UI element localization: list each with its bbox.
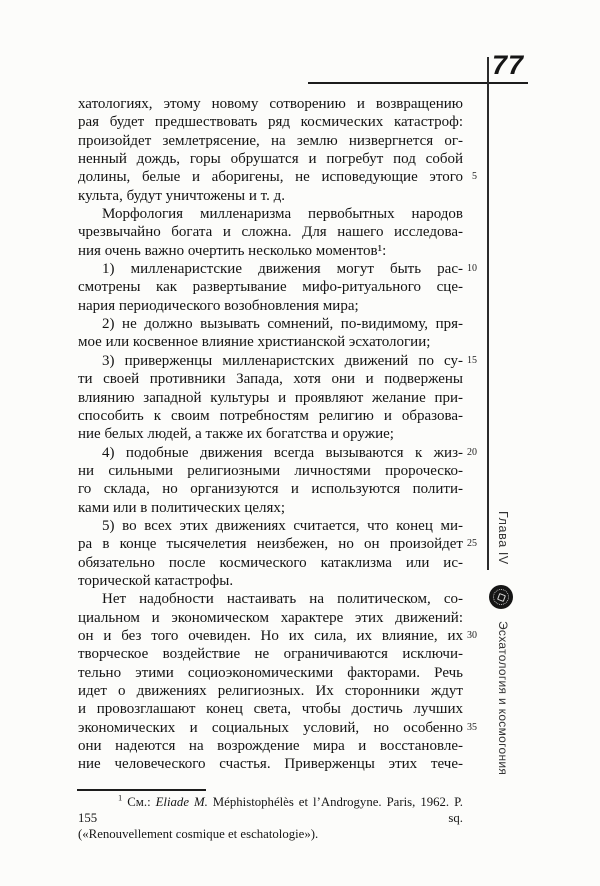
text-line: Нет надобности настаивать на политическом, со- xyxy=(102,591,463,608)
text-line: и провозглашают конец света, чтобы достичь лучших xyxy=(78,701,463,718)
footnote-author: Eliade M. xyxy=(155,795,208,809)
main-text-block xyxy=(78,95,463,774)
text-line: экономических и социальных условий, но особенно xyxy=(78,719,463,736)
text-line: торической катастрофы. xyxy=(78,572,234,589)
text-line: долины, белые и аборигены, не исповедующие этого xyxy=(78,169,463,186)
text-line: ния очень важно очертить несколько моментов¹: xyxy=(78,242,387,259)
text-line: 3) приверженцы милленаристских движений по су- xyxy=(102,352,463,369)
margin-line-number: 5 xyxy=(472,171,477,182)
text-line: произойдет землетрясение, на землю низвергнется ог- xyxy=(78,132,463,149)
text-line: ние человеческого счастья. Приверженцы этих тече- xyxy=(78,756,463,773)
text-line: ра в конце тысячелетия неизбежен, но он произойдет xyxy=(78,536,463,553)
text-line: го склада, но организуются и используются полити- xyxy=(78,481,463,498)
text-line: ние белых людей, а также их богатства и оружие; xyxy=(78,426,394,443)
footnote-line: («Renouvellement cosmique et eschatologie»). xyxy=(78,827,319,842)
text-line: Морфология милленаризма первобытных народов xyxy=(102,206,463,223)
footnote-marker: 1 xyxy=(118,792,123,803)
text-line: 5) во всех этих движениях считается, что конец ми- xyxy=(102,517,463,534)
margin-line-number: 10 xyxy=(467,263,477,274)
margin-line-number: 25 xyxy=(467,538,477,549)
text-line: смотрены как развертывание мифо-ритуального сце- xyxy=(78,279,463,296)
margin-rule xyxy=(487,57,489,570)
footnote-rule xyxy=(77,789,206,791)
section-title: Эсхатология и космогония xyxy=(496,621,510,776)
text-line: 2) не должно вызывать сомнений, по-видимому, пря- xyxy=(102,316,463,333)
text-line: влиянию западной культуры и проявляют желание при- xyxy=(78,389,463,406)
text-line: идет о движениях религиозных. Их сторонники ждут xyxy=(78,683,463,699)
footnote xyxy=(78,794,463,843)
text-line: ни сильными религиозными личностями пророческо- xyxy=(78,462,463,479)
margin-line-number: 20 xyxy=(467,447,477,458)
text-line: обязательно после космического катаклизма или ис- xyxy=(78,554,463,571)
footnote-see: См.: xyxy=(127,795,156,809)
header-rule xyxy=(308,82,528,84)
text-line: он и без того очевиден. Но их сила, их влияние, их xyxy=(78,627,463,644)
text-line: мое или косвенное влияние христианской эсхатологии; xyxy=(78,334,431,351)
text-line: нария периодического возобновления мира; xyxy=(78,297,359,314)
text-line: 1) милленаристские движения могут быть рас- xyxy=(102,261,463,278)
margin-line-number: 15 xyxy=(467,355,477,366)
text-line: ти своей противники Запада, хотя они и подвержены xyxy=(78,371,463,388)
footnote-citation: Méphistophélès et l’Androgyne. Paris, 1962. P. 155 sq. xyxy=(78,795,463,826)
text-line: они надеются на возрождение мира и восстановле- xyxy=(78,738,463,755)
text-line: 4) подобные движения всегда вызываются к жиз- xyxy=(102,444,463,461)
chapter-label: Глава IV xyxy=(496,511,510,565)
text-line: рая будет предшествовать ряд космических катастроф: xyxy=(78,114,463,131)
page-number: 77 xyxy=(492,50,525,80)
text-line: циальном и экономическом характере этих движений: xyxy=(78,609,463,626)
text-line: культа, будут уничтожены и т. д. xyxy=(78,187,285,204)
text-line: творческое воздействие не ограничиваются исключи- xyxy=(78,646,463,663)
footnote-line xyxy=(78,794,463,826)
text-line: чрезвычайно богата и сложна. Для нашего исследова- xyxy=(78,224,463,241)
text-line: ками или в политических целях; xyxy=(78,499,286,516)
margin-line-number: 30 xyxy=(467,630,477,641)
text-line: хатологиях, этому новому сотворению и возвращению xyxy=(78,96,463,112)
publisher-emblem-icon xyxy=(489,585,513,609)
text-line: ненный дождь, горы обрушатся и погребут под собой xyxy=(78,151,463,168)
text-line: способить к своим потребностям религию и образова- xyxy=(78,407,463,424)
margin-line-number: 35 xyxy=(467,722,477,733)
text-line: тельно этими социоэкономическими факторами. Речь xyxy=(78,664,463,681)
